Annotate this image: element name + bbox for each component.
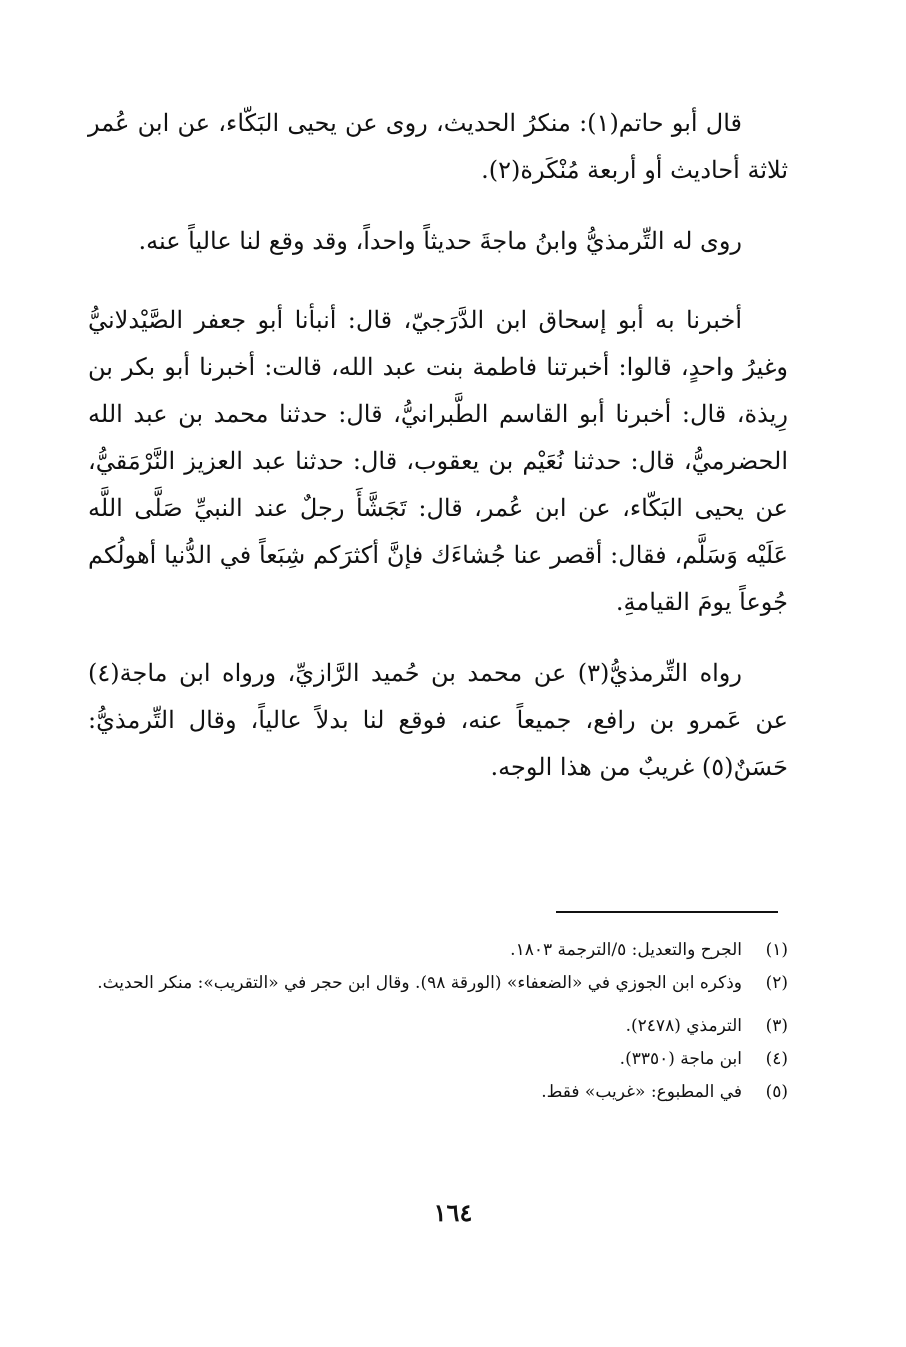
- paragraph-takhrij: رواه التِّرمذيُّ(٣) عن محمد بن حُميد الرَّازيِّ، ورواه ابن ماجة(٤) عن عَمرو بن رافع، جميعاً عنه، فوقع لنا بدلاً عالياً، وقال التِّرمذيُّ: حَسَنٌ(٥) غريبٌ من هذا الوجه.: [88, 659, 788, 781]
- footnote-number: (١): [765, 940, 788, 960]
- footnote-2: [88, 967, 788, 1000]
- footnote-1: [88, 934, 788, 967]
- paragraph-abu-hatim: قال أبو حاتم(١): منكرُ الحديث، روى عن يحيى البَكّاء، عن ابن عُمر ثلاثة أحاديث أو أربعة مُنْكَرة(٢).: [88, 109, 788, 184]
- footnote-number: (٤): [765, 1049, 788, 1069]
- footnote-text: الجرح والتعديل: ٥/الترجمة ١٨٠٣.: [510, 940, 742, 960]
- footnote-number: (٥): [765, 1082, 788, 1102]
- footnote-number: (٣): [765, 1016, 788, 1036]
- paragraph-narration-summary: روى له التِّرمذيُّ وابنُ ماجةَ حديثاً واحداً، وقد وقع لنا عالياً عنه.: [138, 227, 742, 255]
- footnote-3: [88, 1010, 788, 1043]
- footnote-4: [88, 1043, 788, 1076]
- footnotes: [88, 934, 788, 1109]
- footnote-separator: [556, 911, 778, 913]
- main-text: [88, 100, 788, 791]
- footnote-text: ابن ماجة (٣٣٥٠).: [619, 1049, 742, 1069]
- paragraph-hadith-isnad: أخبرنا به أبو إسحاق ابن الدَّرَجيّ، قال: أنبأنا أبو جعفر الصَّيْدلانيُّ وغيرُ واحدٍ، قالوا: أخبرتنا فاطمة بنت عبد الله، قالت: أخبرنا أبو بكر بن رِيذة، قال: أخبرنا أبو القاسم الطَّبرانيُّ، قال: حدثنا محمد بن عبد الله الحضرميُّ، قال: حدثنا نُعَيْم بن يعقوب، قال: حدثنا عبد العزيز النَّرْمَقيُّ، عن يحيى البَكّاء، عن ابن عُمر، قال: تَجَشَّأَ رجلٌ عند النبيِّ صَلَّى اللَّه عَلَيْه وَسَلَّم، فقال: أقصر عنا جُشاءَك فإنَّ أكثرَكم شِبَعاً في الدُّنيا أهولُكم جُوعاً يومَ القيامةِ.: [88, 306, 788, 616]
- footnote-text: في المطبوع: «غريب» فقط.: [541, 1082, 742, 1102]
- footnote-text: الترمذي (٢٤٧٨).: [625, 1016, 742, 1036]
- footnote-text: وذكره ابن الجوزي في «الضعفاء» (الورقة ٩٨). وقال ابن حجر في «التقريب»: منكر الحديث.: [97, 973, 742, 993]
- page-number: ١٦٤: [433, 1198, 473, 1227]
- footnote-number: (٢): [765, 973, 788, 993]
- footnote-5: [88, 1076, 788, 1109]
